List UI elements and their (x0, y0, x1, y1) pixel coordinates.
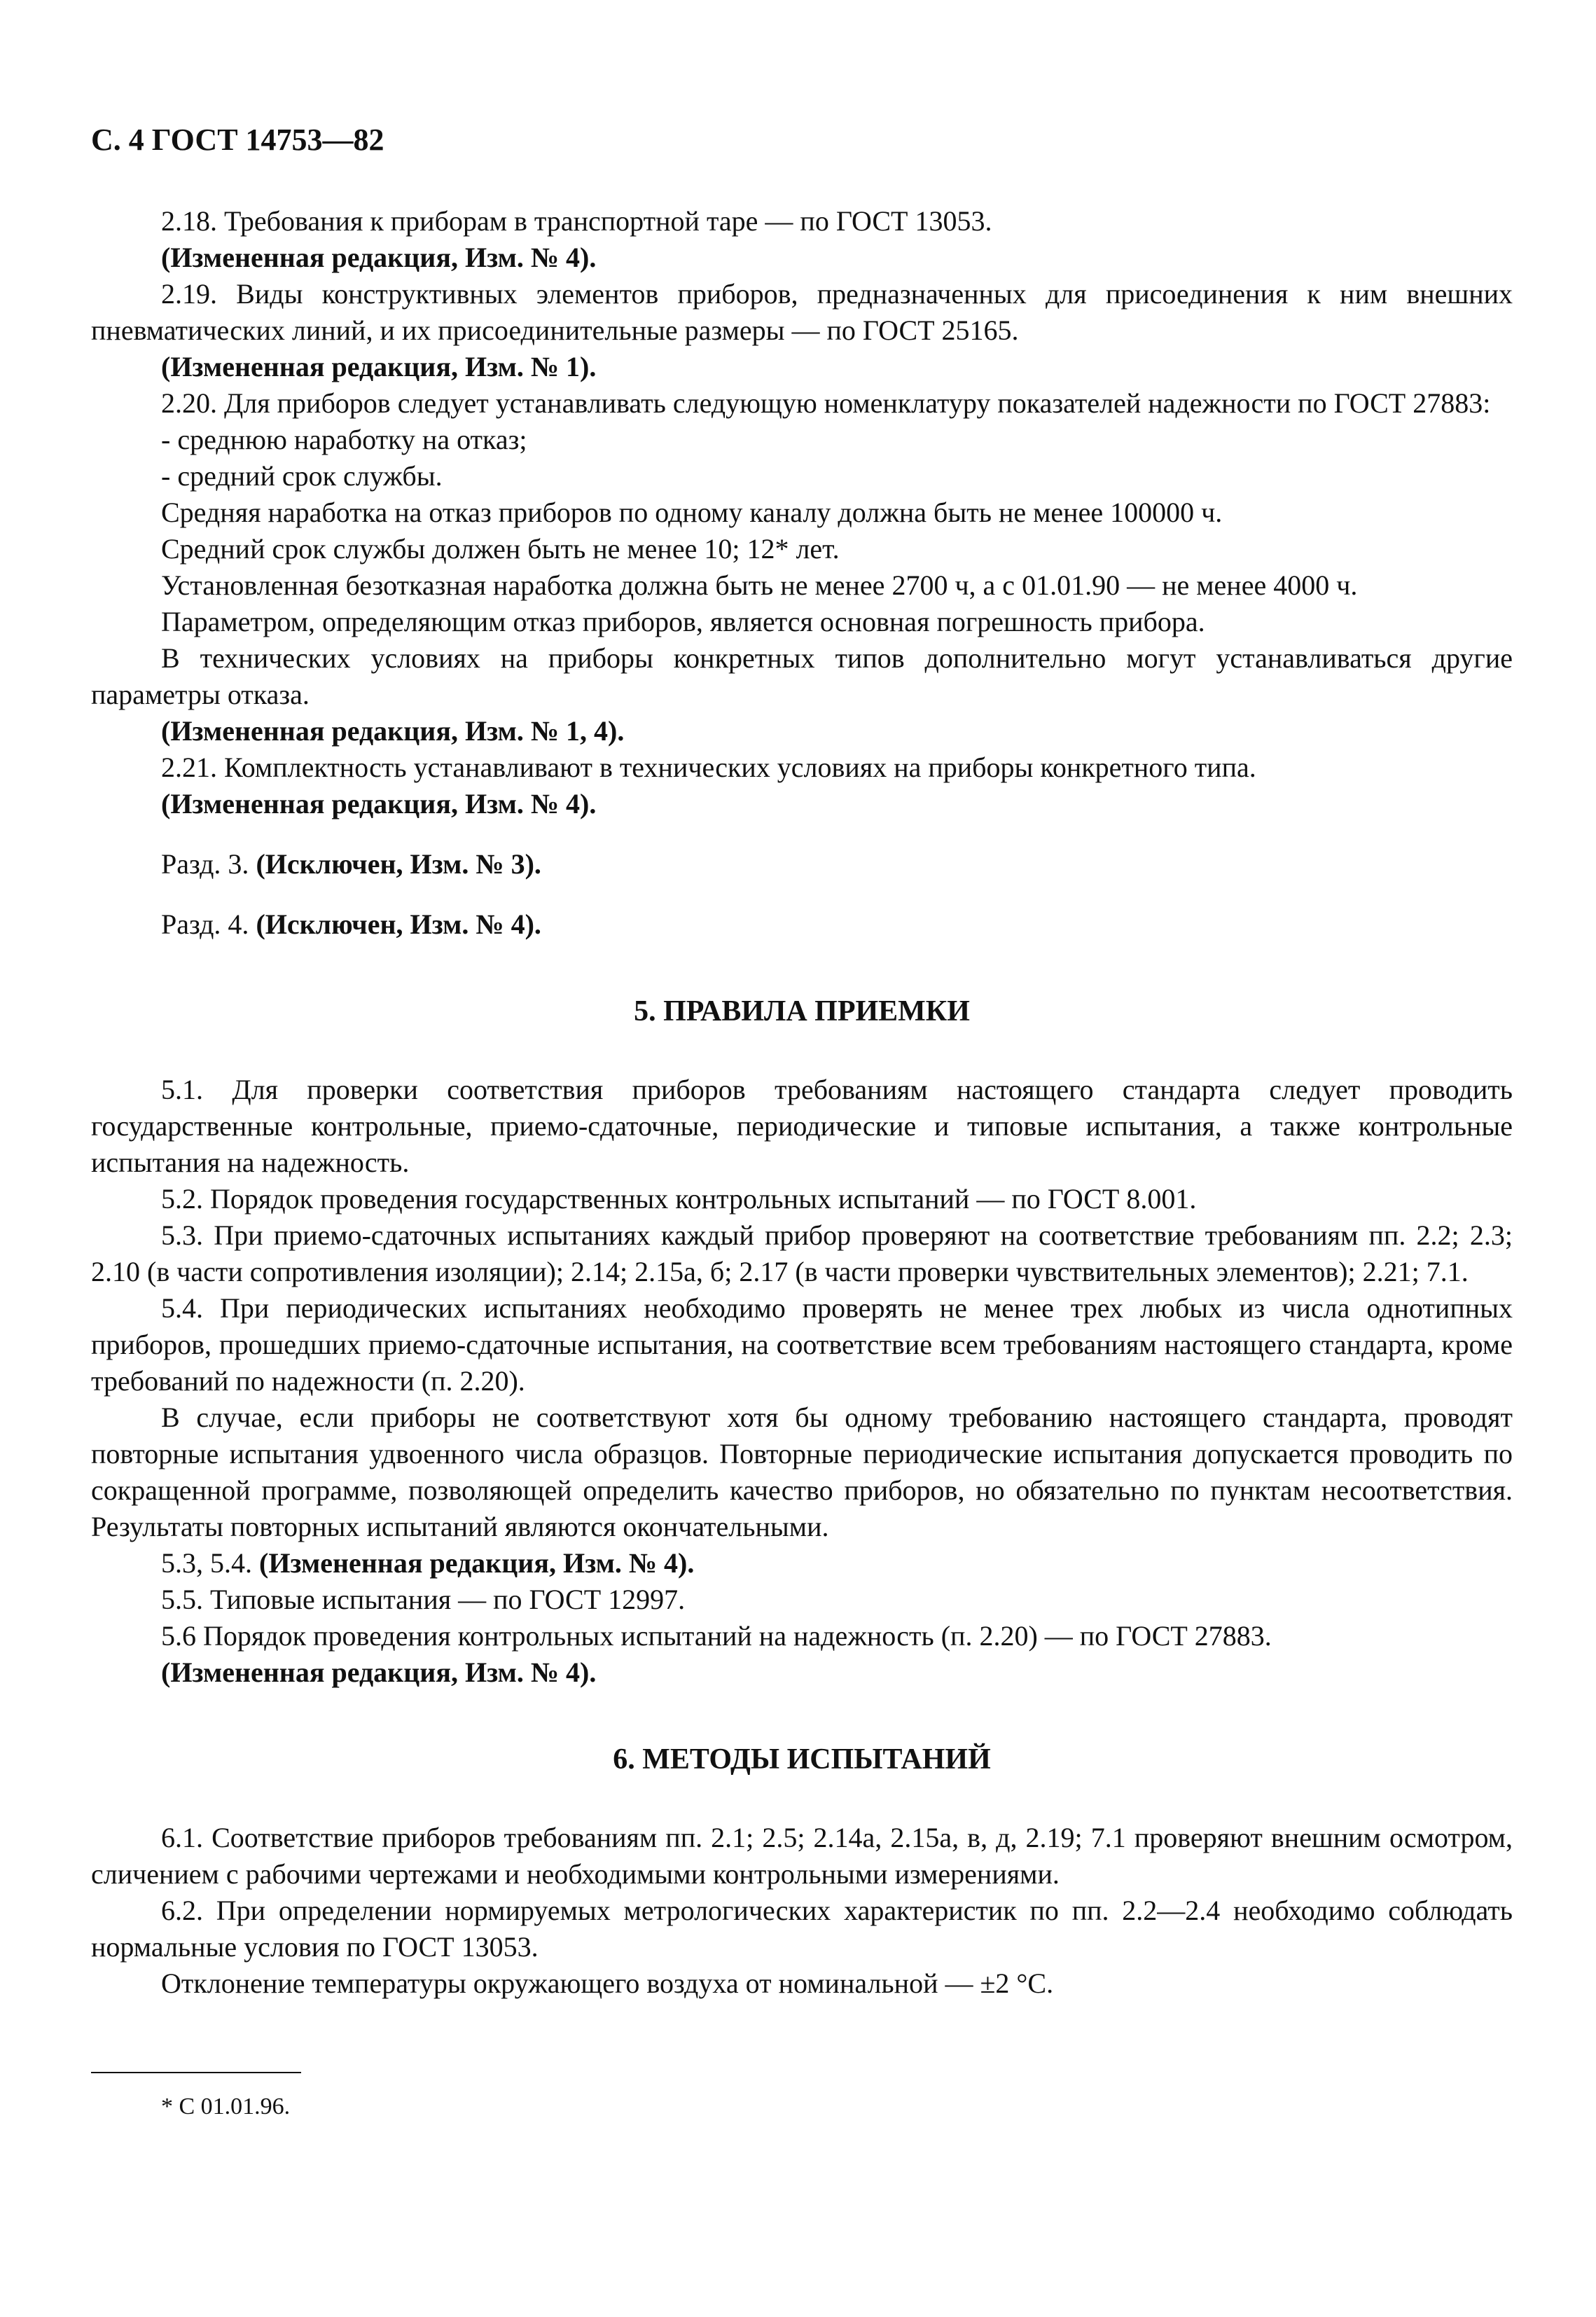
section-heading: 5. ПРАВИЛА ПРИЕМКИ (634, 995, 970, 1028)
paragraph: Средняя наработка на отказ приборов по одному каналу должна быть не менее 100000 ч. (161, 497, 1223, 528)
paragraph: В случае, если приборы не соответствуют хотя бы одному требованию настоящего стандарта, проводят повторные испытания удвоенного числа образцов. Повторные периодические испытания допускается проводить по сокращенной программе, позволяющей определить качество приборов, но обязательно по пунктам несоответствия. Результаты повторных испытаний являются окончательными. (91, 1402, 1513, 1542)
paragraph: - средний срок службы. (161, 460, 443, 492)
footnote-rule (91, 2072, 301, 2073)
document-body (91, 203, 1513, 2002)
paragraph: 5.1. Для проверки соответствия приборов требованиям настоящего стандарта следует проводить государственные контрольные, приемо-сдаточные, периодические и типовые испытания, а также контрольные испытания на надежность. (91, 1074, 1513, 1178)
paragraph: В технических условиях на приборы конкретных типов дополнительно могут устанавливаться другие параметры отказа. (91, 642, 1513, 710)
paragraph (91, 906, 1513, 943)
paragraph: Средний срок службы должен быть не менее 10; 12* лет. (161, 533, 840, 565)
amendment-note: (Измененная редакция, Изм. № 4). (161, 1657, 597, 1688)
paragraph: 2.19. Виды конструктивных элементов приборов, предназначенных для присоединения к ним внешних пневматических линий, и их присоединительные размеры — по ГОСТ 25165. (91, 278, 1513, 346)
paragraph: 5.4. При периодических испытаниях необходимо проверять не менее трех любых из числа однотипных приборов, прошедших приемо-сдаточные испытания, на соответствие всем требованиям настоящего стандарта, кроме требований по надежности (п. 2.20). (91, 1292, 1513, 1397)
amendment-note: (Исключен, Изм. № 4). (256, 908, 541, 940)
paragraph: 5.6 Порядок проведения контрольных испытаний на надежность (п. 2.20) — по ГОСТ 27883. (161, 1620, 1272, 1652)
paragraph-lead: Разд. 4. (161, 908, 256, 940)
paragraph-lead: 5.3, 5.4. (161, 1547, 259, 1579)
amendment-note: (Исключен, Изм. № 3). (256, 848, 541, 880)
amendment-note: (Измененная редакция, Изм. № 1). (161, 351, 597, 382)
paragraph: 2.21. Комплектность устанавливают в технических условиях на приборы конкретного типа. (161, 752, 1256, 783)
paragraph: 5.5. Типовые испытания — по ГОСТ 12997. (161, 1584, 686, 1615)
section-heading: 6. МЕТОДЫ ИСПЫТАНИЙ (613, 1743, 991, 1776)
footnote: * С 01.01.96. (161, 2094, 291, 2119)
amendment-note: (Измененная редакция, Изм. № 4). (161, 242, 597, 273)
paragraph: 2.20. Для приборов следует устанавливать следующую номенклатуру показателей надежности по ГОСТ 27883: (161, 387, 1491, 419)
amendment-note: (Измененная редакция, Изм. № 4). (259, 1547, 695, 1579)
paragraph: Установленная безотказная наработка должна быть не менее 2700 ч, а с 01.01.90 — не менее 4000 ч. (161, 569, 1358, 601)
paragraph: 2.18. Требования к приборам в транспортной таре — по ГОСТ 13053. (161, 205, 992, 237)
paragraph: - среднюю наработку на отказ; (161, 424, 527, 455)
document-page (91, 119, 1513, 2122)
paragraph (91, 846, 1513, 883)
paragraph: Параметром, определяющим отказ приборов, является основная погрешность прибора. (161, 606, 1205, 637)
amendment-note: (Измененная редакция, Изм. № 4). (161, 788, 597, 819)
paragraph (91, 1545, 1513, 1582)
paragraph: 5.3. При приемо-сдаточных испытаниях каждый прибор проверяют на соответствие требованиям пп. 2.2; 2.3; 2.10 (в части сопротивления изоляции); 2.14; 2.15а, б; 2.17 (в части проверки чувствительных элементов); 2.21; 7.1. (91, 1219, 1513, 1287)
paragraph: 6.2. При определении нормируемых метрологических характеристик по пп. 2.2—2.4 необходимо соблюдать нормальные условия по ГОСТ 13053. (91, 1895, 1513, 1963)
amendment-note: (Измененная редакция, Изм. № 1, 4). (161, 715, 625, 747)
page-header: С. 4 ГОСТ 14753—82 (91, 123, 384, 157)
paragraph-lead: Разд. 3. (161, 848, 256, 880)
paragraph: 6.1. Соответствие приборов требованиям пп. 2.1; 2.5; 2.14а, 2.15а, в, д, 2.19; 7.1 проверяют внешним осмотром, сличением с рабочими чертежами и необходимыми контрольными измерениями. (91, 1822, 1513, 1890)
paragraph: 5.2. Порядок проведения государственных контрольных испытаний — по ГОСТ 8.001. (161, 1183, 1197, 1215)
paragraph: Отклонение температуры окружающего воздуха от номинальной — ±2 °С. (161, 1967, 1054, 1999)
